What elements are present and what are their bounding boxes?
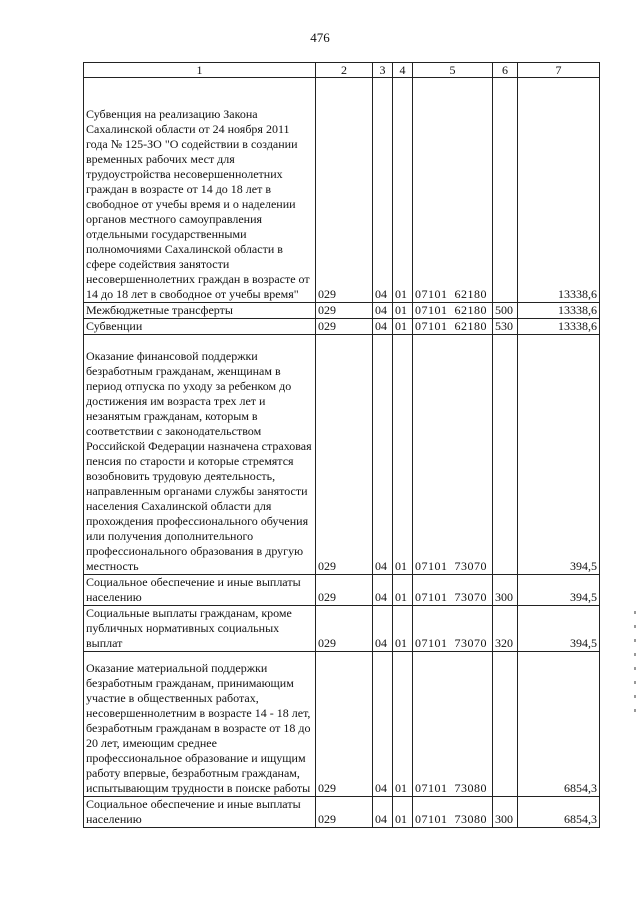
row-subsection: 01: [393, 652, 413, 797]
row-target: 07101 73070: [413, 606, 493, 652]
row-name: Социальное обеспечение и иные выплаты населению: [84, 575, 316, 606]
row-section: 04: [373, 335, 393, 575]
row-ministry: 029: [316, 319, 373, 335]
row-subsection: 01: [393, 78, 413, 303]
table-row: [84, 78, 600, 303]
table-row: [84, 319, 600, 335]
table-row: [84, 575, 600, 606]
row-name: Оказание финансовой поддержки безработным гражданам, женщинам в период отпуска по уходу за ребенком до достижения им возраста трех лет и незанятым гражданам, которым в соответствии с законодательством Российской Федерации назначена страховая пенсия по старости и которые стремятся возобновить трудовую деятельность, направленным органами службы занятости населения Сахалинской области для прохождения профессионального обучения или получения дополнительного профессионального образования в другую местность: [84, 335, 316, 575]
row-expense-type: 300: [493, 575, 518, 606]
row-expense-type: 320: [493, 606, 518, 652]
row-name: Оказание материальной поддержки безработным гражданам, принимающим участие в общественных работах, несовершеннолетним в возрасте 14 - 18 лет, безработным гражданам в возрасте от 18 до 20 лет, имеющим среднее профессиональное образование и ищущим работу впервые, безработным гражданам, испытывающим трудности в поиске работы: [84, 652, 316, 797]
row-section: 04: [373, 303, 393, 319]
row-amount: 13338,6: [518, 78, 600, 303]
row-target: 07101 62180: [413, 319, 493, 335]
row-ministry: 029: [316, 335, 373, 575]
table-row: [84, 797, 600, 828]
row-target: 07101 62180: [413, 303, 493, 319]
row-expense-type: 530: [493, 319, 518, 335]
row-amount: 13338,6: [518, 319, 600, 335]
row-amount: 394,5: [518, 335, 600, 575]
row-expense-type: [493, 652, 518, 797]
row-ministry: 029: [316, 303, 373, 319]
header-col-subsection: 4: [393, 63, 413, 78]
header-col-ministry: 2: [316, 63, 373, 78]
row-ministry: 029: [316, 575, 373, 606]
row-ministry: 029: [316, 652, 373, 797]
row-subsection: 01: [393, 606, 413, 652]
row-subsection: 01: [393, 319, 413, 335]
row-target: 07101 73080: [413, 797, 493, 828]
row-expense-type: 300: [493, 797, 518, 828]
row-section: 04: [373, 78, 393, 303]
table-row: [84, 335, 600, 575]
row-amount: 394,5: [518, 606, 600, 652]
row-name: Субвенция на реализацию Закона Сахалинской области от 24 ноября 2011 года № 125-ЗО "О содействии в создании временных рабочих мест для трудоустройства несовершеннолетних граждан в возрасте от 14 до 18 лет в свободное от учебы время и о наделении органов местного самоуправления отдельными государственными полномочиями Сахалинской области в сфере содействия занятости несовершеннолетних граждан в возрасте от 14 до 18 лет в свободное от учебы время": [84, 78, 316, 303]
row-target: 07101 62180: [413, 78, 493, 303]
header-col-section: 3: [373, 63, 393, 78]
row-name: Социальные выплаты гражданам, кроме публичных нормативных социальных выплат: [84, 606, 316, 652]
row-target: 07101 73080: [413, 652, 493, 797]
row-subsection: 01: [393, 303, 413, 319]
row-expense-type: [493, 78, 518, 303]
row-ministry: 029: [316, 78, 373, 303]
header-col-expense-type: 6: [493, 63, 518, 78]
row-amount: 6854,3: [518, 797, 600, 828]
row-section: 04: [373, 606, 393, 652]
budget-table: [83, 62, 600, 828]
header-col-target: 5: [413, 63, 493, 78]
row-ministry: 029: [316, 606, 373, 652]
row-name: Межбюджетные трансферты: [84, 303, 316, 319]
header-col-name: 1: [84, 63, 316, 78]
row-section: 04: [373, 652, 393, 797]
row-section: 04: [373, 797, 393, 828]
row-name: Социальное обеспечение и иные выплаты населению: [84, 797, 316, 828]
row-section: 04: [373, 575, 393, 606]
row-name: Субвенции: [84, 319, 316, 335]
table-row: [84, 303, 600, 319]
row-target: 07101 73070: [413, 335, 493, 575]
row-expense-type: [493, 335, 518, 575]
row-expense-type: 500: [493, 303, 518, 319]
row-amount: 6854,3: [518, 652, 600, 797]
table-row: [84, 652, 600, 797]
page-number: 476: [310, 30, 330, 45]
row-subsection: 01: [393, 575, 413, 606]
scan-edge-marks: [634, 600, 637, 730]
table-row: [84, 606, 600, 652]
row-section: 04: [373, 319, 393, 335]
row-ministry: 029: [316, 797, 373, 828]
row-subsection: 01: [393, 335, 413, 575]
row-amount: 394,5: [518, 575, 600, 606]
row-amount: 13338,6: [518, 303, 600, 319]
row-target: 07101 73070: [413, 575, 493, 606]
header-col-amount: 7: [518, 63, 600, 78]
row-subsection: 01: [393, 797, 413, 828]
table-header-row: [84, 63, 600, 78]
